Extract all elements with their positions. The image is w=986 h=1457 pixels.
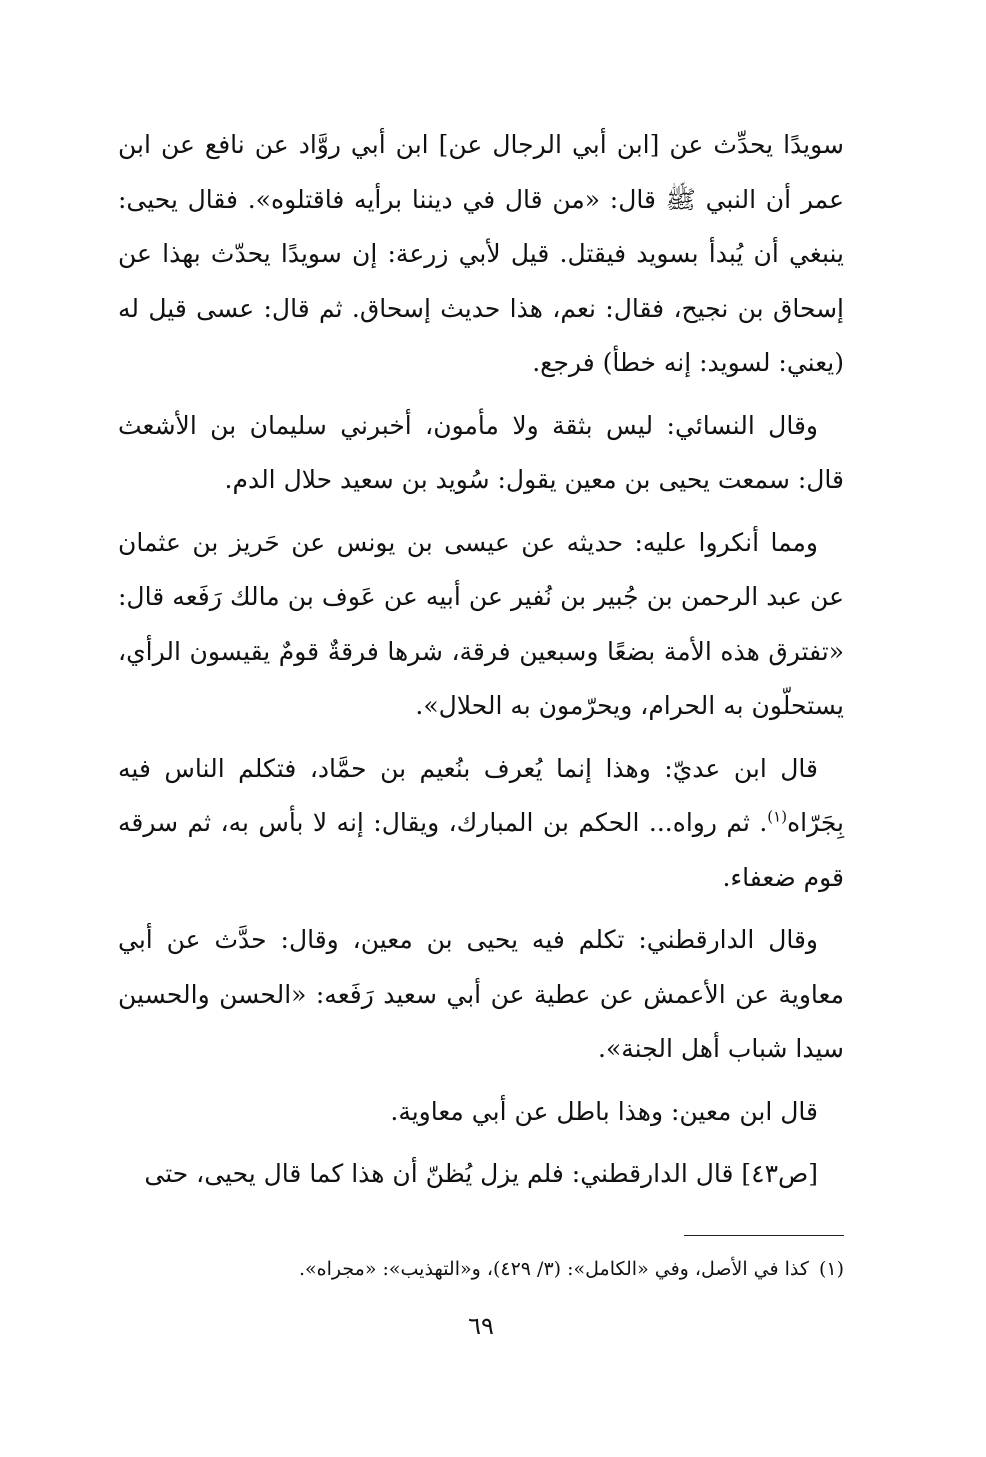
paragraph-4-text-after: . ثم رواه... الحكم بن المبارك، ويقال: إنه لا بأس به، ثم سرقه قوم ضعفاء. — [118, 808, 844, 892]
main-text — [118, 118, 844, 1202]
footnote-reference[interactable]: (١) — [767, 807, 788, 826]
paragraph-6: قال ابن معين: وهذا باطل عن أبي معاوية. — [390, 1096, 818, 1126]
footnote-divider — [684, 1235, 844, 1236]
paragraph-2: وقال النسائي: ليس بثقة ولا مأمون، أخبرني سليمان بن الأشعث قال: سمعت يحيى بن معين يقول: سُويد بن سعيد حلال الدم. — [118, 410, 844, 494]
paragraph-7: [ص٤٣] قال الدارقطني: فلم يزل يُظنّ أن هذا كما قال يحيى، حتى — [144, 1159, 818, 1188]
page-number: ٦٩ — [468, 1312, 494, 1340]
footnote-text: كذا في الأصل، وفي «الكامل»: (٣/ ٤٢٩)، و«التهذيب»: «مجراه». — [299, 1258, 809, 1280]
paragraph-1: سويدًا يحدِّث عن [ابن أبي الرجال عن] ابن أبي روَّاد عن نافع عن ابن عمر أن النبي ﷺ قال: «من قال في ديننا برأيه فاقتلوه». فقال يحيى: ينبغي أن يُبدأ بسويد فيقتل. قيل لأبي زرعة: إن سويدًا يحدّث بهذا عن إسحاق بن نجيح، فقال: نعم، هذا حديث إسحاق. ثم قال: عسى قيل له (يعني: لسويد: إنه خطأ) فرجع. — [118, 130, 844, 377]
footnote — [118, 1254, 844, 1284]
paragraph-5: وقال الدارقطني: تكلم فيه يحيى بن معين، وقال: حدَّث عن أبي معاوية عن الأعمش عن عطية عن أبي سعيد رَفَعه: «الحسن والحسين سيدا شباب أهل الجنة». — [118, 925, 844, 1063]
paragraph-3: ومما أنكروا عليه: حديثه عن عيسى بن يونس عن حَريز بن عثمان عن عبد الرحمن بن جُبير بن نُفير عن أبيه عن عَوف بن مالك رَفَعه قال: «تفترق هذه الأمة بضعًا وسبعين فرقة، شرها فرقةٌ قومٌ يقيسون الرأي، يستحلّون به الحرام، ويحرّمون به الحلال». — [118, 527, 844, 720]
paragraph-4 — [118, 742, 844, 906]
book-page — [118, 118, 844, 1448]
footnote-number: (١) — [818, 1258, 844, 1280]
paragraph-4-text-before: قال ابن عديّ: وهذا إنما يُعرف بنُعيم بن حمَّاد، فتكلم الناس فيه بِجَرّاه — [118, 753, 844, 837]
